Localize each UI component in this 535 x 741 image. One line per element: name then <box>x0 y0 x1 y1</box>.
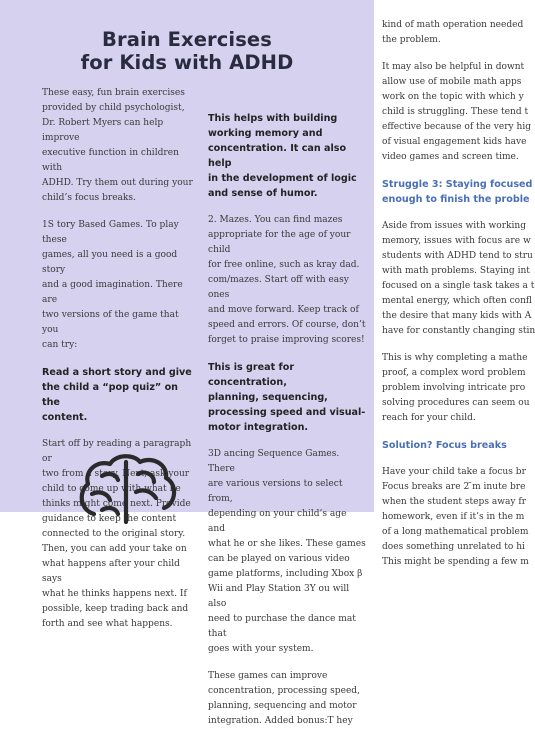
text-line: It may also be helpful in downt <box>382 62 525 72</box>
mazes-heading <box>208 360 366 435</box>
text-line: two from a story. Next, ask your <box>42 469 190 479</box>
text-line: memory, issues with focus are w <box>382 236 531 246</box>
text-line: 1S tory Based Games. To play these <box>42 220 179 245</box>
text-line: what he thinks happens next. If <box>42 589 187 599</box>
text-line: solving procedures can seem ou <box>382 398 530 408</box>
text-line: what happens after your child says <box>42 559 180 584</box>
text-line: speed and errors. Of course, don’t <box>208 320 366 330</box>
text-line: forget to praise improving scores! <box>208 335 365 345</box>
memory-heading <box>208 111 366 201</box>
solution-heading <box>382 438 522 453</box>
text-line: mental energy, which often confl <box>382 296 532 306</box>
improve-paragraph <box>208 669 366 729</box>
text-line: com/mazes. Start off with easy ones <box>208 275 349 300</box>
next-page-paragraph <box>382 219 535 339</box>
dancing-paragraph <box>208 447 366 657</box>
text-line: video games and screen time. <box>382 152 519 162</box>
text-line: child to come up with what he <box>42 484 181 494</box>
text-line: proof, a complex word problem <box>382 368 526 378</box>
text-line: integration. Added bonus:T hey <box>208 716 353 726</box>
text-line: 3D ancing Sequence Games. There <box>208 449 340 474</box>
text-line: These easy, fun brain exercises <box>42 88 185 98</box>
text-line: Wii and Play Station 3Y ou will also <box>208 584 350 609</box>
intro-paragraph <box>42 86 194 206</box>
brain-icon <box>72 452 182 532</box>
text-line: the child a “pop quiz” on the <box>42 382 178 408</box>
text-line: Focus breaks are 2 ̃m inute bre <box>382 482 526 492</box>
text-line: thinks might come next. Provide <box>42 499 191 509</box>
text-line: games, all you need is a good story <box>42 250 178 275</box>
text-line: need to purchase the dance mat that <box>208 614 356 639</box>
text-line: homework, even if it’s in the m <box>382 512 525 522</box>
text-line: are various versions to select from, <box>208 479 343 504</box>
text-line: the desire that many kids with A <box>382 311 532 321</box>
text-line: and move forward. Keep track of <box>208 305 359 315</box>
panel-right-column <box>208 111 366 741</box>
text-line: provided by child psychologist, <box>42 103 185 113</box>
next-page-paragraph <box>382 18 522 48</box>
text-line: ADHD. Try them out during your <box>42 178 193 188</box>
text-line: Then, you can add your take on <box>42 544 187 554</box>
text-line: guidance to keep the content <box>42 514 177 524</box>
text-line: what he or she likes. These games <box>208 539 366 549</box>
text-line: allow use of mobile math apps <box>382 77 522 87</box>
text-line: Solution? Focus breaks <box>382 440 507 451</box>
text-line: enough to finish the proble <box>382 194 530 205</box>
text-line: planning, sequencing and motor <box>208 701 357 711</box>
text-line: These games can improve <box>208 671 328 681</box>
text-line: Dr. Robert Myers can help improve <box>42 118 164 143</box>
panel-title-line: for Kids with ADHD <box>80 51 294 74</box>
text-line: in the development of logic <box>208 173 357 184</box>
text-line: content. <box>42 412 88 423</box>
text-line: 2. Mazes. You can find mazes <box>208 215 343 225</box>
next-page-paragraph <box>382 351 530 426</box>
story-heading <box>42 365 194 425</box>
panel-left-column <box>42 86 194 644</box>
text-line: This is great for concentration, <box>208 362 295 388</box>
text-line: two versions of the game that you <box>42 310 179 335</box>
text-line: This helps with building <box>208 113 338 124</box>
next-page-paragraph <box>382 60 532 165</box>
text-line: motor integration. <box>208 422 309 433</box>
text-line: kind of math operation needed <box>382 20 524 30</box>
text-line: Start off by reading a paragraph or <box>42 439 192 464</box>
text-line: and sense of humor. <box>208 188 318 199</box>
text-line: connected to the original story. <box>42 529 186 539</box>
text-line: appropriate for the age of your child <box>208 230 351 255</box>
text-line: goes with your system. <box>208 644 314 654</box>
panel-title <box>0 28 374 74</box>
text-line: possible, keep trading back and <box>42 604 189 614</box>
text-line: does something unrelated to hi <box>382 542 525 552</box>
text-line: planning, sequencing, <box>208 392 328 403</box>
text-line: effective because of the very hig <box>382 122 532 132</box>
text-line: for free online, such as kray dad. <box>208 260 360 270</box>
text-line: and a good imagination. There are <box>42 280 183 305</box>
text-line: working memory and <box>208 128 323 139</box>
text-line: of a long mathematical problem <box>382 527 529 537</box>
struggle-heading <box>382 177 533 207</box>
text-line: concentration, processing speed, <box>208 686 360 696</box>
text-line: the problem. <box>382 35 441 45</box>
text-line: concentration. It can also help <box>208 143 347 169</box>
text-line: students with ADHD tend to stru <box>382 251 533 261</box>
text-line: have for constantly changing stin <box>382 326 535 336</box>
story-games-paragraph <box>42 218 194 353</box>
text-line: This might be spending a few m <box>382 557 529 567</box>
next-page-column <box>382 18 535 582</box>
text-line: when the student steps away fr <box>382 497 527 507</box>
text-line: This is why completing a mathe <box>382 353 528 363</box>
text-line: processing speed and visual- <box>208 407 366 418</box>
text-line: depending on your child’s age and <box>208 509 347 534</box>
text-line: Have your child take a focus br <box>382 467 526 477</box>
text-line: problem involving intricate pro <box>382 383 526 393</box>
text-line: with math problems. Staying int <box>382 266 530 276</box>
text-line: reach for your child. <box>382 413 476 423</box>
text-line: Read a short story and give <box>42 367 192 378</box>
text-line: Aside from issues with working <box>382 221 527 231</box>
text-line: can be played on various video <box>208 554 350 564</box>
text-line: work on the topic with which y <box>382 92 524 102</box>
next-page-paragraph <box>382 465 529 570</box>
text-line: game platforms, including Xbox β <box>208 569 363 579</box>
text-line: can try: <box>42 340 78 350</box>
text-line: focused on a single task takes a t <box>382 281 535 291</box>
text-line: forth and see what happens. <box>42 619 173 629</box>
text-line: child is struggling. These tend t <box>382 107 529 117</box>
text-line: executive function in children with <box>42 148 179 173</box>
text-line: child’s focus breaks. <box>42 193 136 203</box>
mazes-paragraph <box>208 213 366 348</box>
panel-title-line: Brain Exercises <box>102 28 272 51</box>
text-line: of visual engagement kids have <box>382 137 527 147</box>
text-line: Struggle 3: Staying focused <box>382 179 533 190</box>
